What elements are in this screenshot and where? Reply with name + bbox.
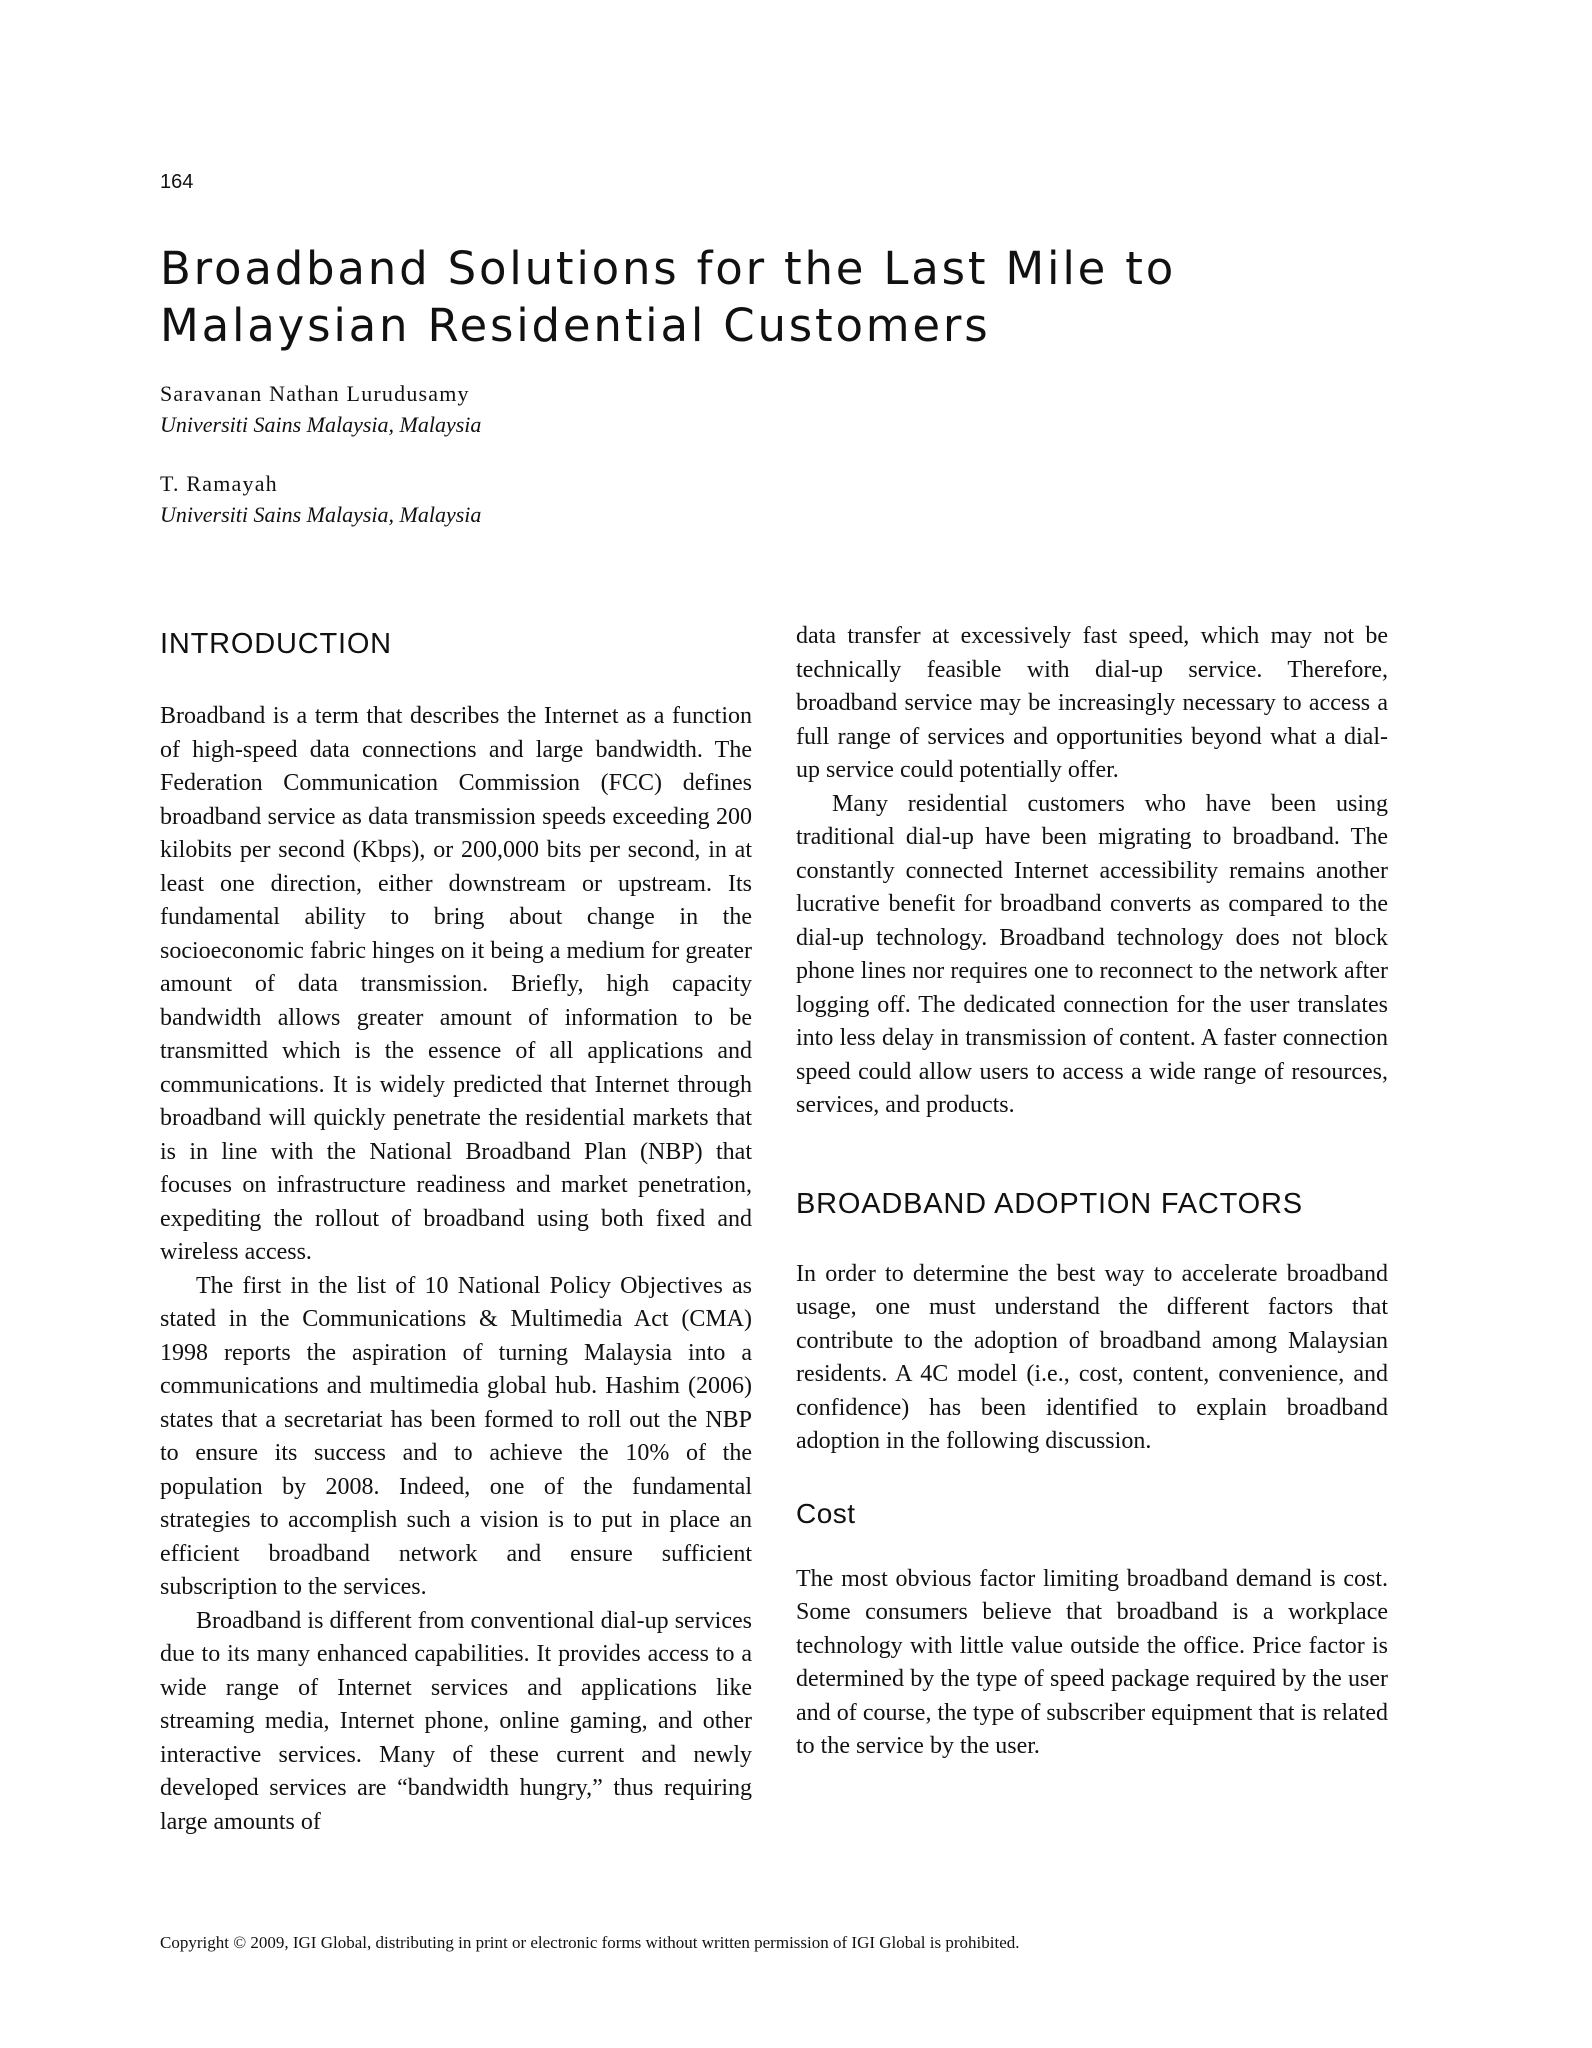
author-list	[160, 378, 960, 558]
article-title-line-2: Malaysian Residential Customers	[160, 299, 991, 352]
subsection-heading-cost: Cost	[796, 1497, 856, 1529]
body-paragraph: The most obvious factor limiting broadband demand is cost. Some consumers believe that broadband is a workplace technology with little value outside the office. Price factor is determined by the type of speed package required by the user and of course, the type of subscriber equipment that is related to the service by the user.	[796, 1565, 1388, 1759]
body-paragraph-continued: data transfer at excessively fast speed, which may not be technically feasible with dial-up service. Therefore, broadband service may be increasingly necessary to access a full range of services and opportunities beyond what a dial-up service could potentially offer.	[796, 623, 1388, 783]
author-name: T. Ramayah	[160, 471, 278, 496]
article-title-line-1: Broadband Solutions for the Last Mile to	[160, 242, 1177, 295]
body-paragraph: In order to determine the best way to accelerate broadband usage, one must understand the different factors that contribute to the adoption of broadband among Malaysian residents. A 4C model (i.e., cost, content, convenience, and confidence) has been identified to explain broadband adoption in the following discussion.	[796, 1260, 1388, 1454]
body-paragraph: Broadband is different from conventional dial-up services due to its many enhanced capabilities. It provides access to a wide range of Internet services and applications like streaming media, Internet phone, online gaming, and other interactive services. Many of these current and newly developed services are “bandwidth hungry,” thus requiring large amounts of	[160, 1607, 752, 1835]
author-name: Saravanan Nathan Lurudusamy	[160, 381, 470, 406]
body-paragraph: Many residential customers who have been using traditional dial-up have been migrating to broadband. The constantly connected Internet accessibility remains another lucrative benefit for broadband converts as compared to the dial-up technology. Broadband technology does not block phone lines nor requires one to reconnect to the network after logging off. The dedicated connection for the user translates into less delay in transmission of content. A faster connection speed could allow users to access a wide range of resources, services, and products.	[796, 790, 1388, 1118]
article-title	[160, 240, 1310, 354]
section-heading-adoption-factors: BROADBAND ADOPTION FACTORS	[796, 1187, 1303, 1220]
left-column	[160, 620, 752, 1839]
body-paragraph: Broadband is a term that describes the Internet as a function of high-speed data connections and large bandwidth. The Federation Communication Commission (FCC) defines broadband service as data transmission speeds exceeding 200 kilobits per second (Kbps), or 200,000 bits per second, in at least one direction, either downstream or upstream. Its fundamental ability to bring about change in the socioeconomic fabric hinges on it being a medium for greater amount of data transmission. Briefly, high capacity bandwidth allows greater amount of information to be transmitted which is the essence of all applications and communications. It is widely predicted that Internet through broadband will quickly penetrate the residential markets that is in line with the National Broadband Plan (NBP) that focuses on infrastructure readiness and market penetration, expediting the rollout of broadband using both fixed and wireless access.	[160, 703, 752, 1265]
author-entry	[160, 468, 960, 530]
section-heading-introduction: INTRODUCTION	[160, 628, 392, 660]
right-column	[796, 620, 1388, 1764]
author-affiliation: Universiti Sains Malaysia, Malaysia	[160, 412, 482, 437]
copyright-notice: Copyright © 2009, IGI Global, distributing in print or electronic forms without written permission of IGI Global is prohibited.	[160, 1933, 1020, 1952]
body-paragraph: The first in the list of 10 National Policy Objectives as stated in the Communications & Multimedia Act (CMA) 1998 reports the aspiration of turning Malaysia into a communications and multimedia global hub. Hashim (2006) states that a secretariat has been formed to roll out the NBP to ensure its success and to achieve the 10% of the population by 2008. Indeed, one of the fundamental strategies to accomplish such a vision is to put in place an efficient broadband network and ensure sufficient subscription to the services.	[160, 1272, 752, 1600]
author-affiliation: Universiti Sains Malaysia, Malaysia	[160, 502, 482, 527]
author-entry	[160, 378, 960, 440]
page-number: 164	[160, 171, 194, 193]
